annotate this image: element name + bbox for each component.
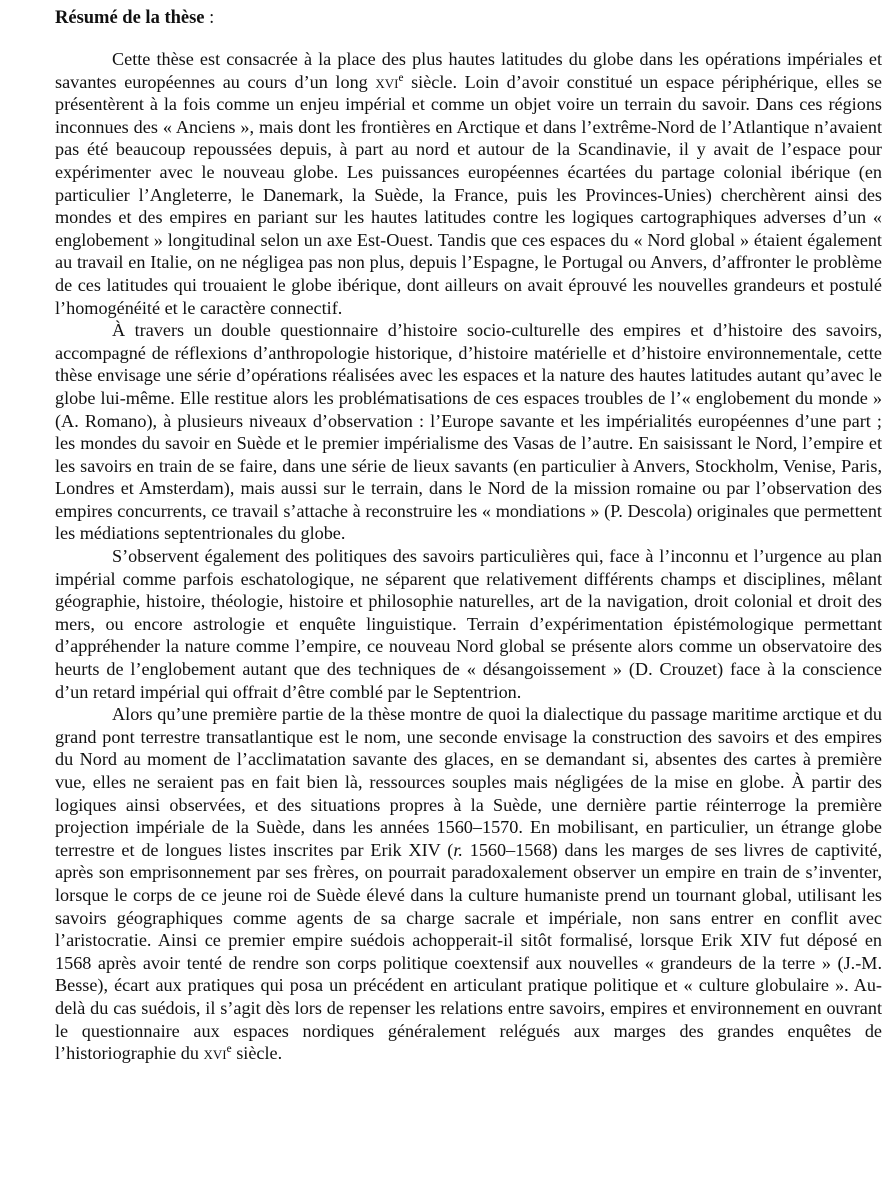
text-run: siècle. bbox=[231, 1043, 283, 1064]
title-colon: : bbox=[204, 8, 215, 28]
text-run: 1560–1568) dans les marges de ses livres de captivité, après son emprisonnement par ses frères, on pourrait paradoxalement observer un empire en train de s’inventer, lorsque le corps de ce jeune roi de Suède élevé dans la culture humaniste prend un tournant global, utilisant les savoirs géographiques comme agents de sa charge sacrale et impériale, non sans entrer en conflit avec l’aristocratie. Ainsi ce premier empire suédois achopperait-il sitôt formalisé, lorsque Erik XIV fut déposé en 1568 après avoir tenté de rendre son corps politique coextensif aux nouvelles « grandeurs de la terre » (J.-M. Besse), écart aux pratiques qui posa un précédent en articulant pratique politique et « culture globulaire ». Au-delà du cas suédois, il s’agit dès lors de repenser les relations entre savoirs, empires et environnement en ouvrant le questionnaire aux espaces nordiques généralement relégués aux marges des grandes enquêtes de l’historiographie du bbox=[55, 839, 882, 1064]
paragraph bbox=[55, 319, 882, 545]
text-run: À travers un double questionnaire d’histoire socio-culturelle des empires et d’histoire des savoirs, accompagné de réflexions d’anthropologie historique, d’histoire matérielle et d’histoire environnementale, cette thèse envisage une série d’opérations réalisées avec les espaces et la nature des hautes latitudes autant qu’avec le globe lui-même. Elle restitue alors les problématisations de ces espaces troubles de l’« englobement du monde » (A. Romano), à plusieurs niveaux d’observation : l’Europe savante et les impérialités européennes d’une part ; les mondes du savoir en Suède et le premier impérialisme des Vasas de l’autre. En saisissant le Nord, l’empire et les savoirs en train de se faire, dans une série de lieux savants (en particulier à Anvers, Stockholm, Venise, Paris, Londres et Amsterdam), mais aussi sur le terrain, dans le Nord de la mission romaine ou par l’observation des empires concurrents, ce travail s’attache à reconstruire les « mondiations » (P. Descola) originales que permettent les médiations septentrionales du globe. bbox=[55, 320, 882, 544]
document-page bbox=[55, 6, 882, 1065]
century-numeral: xvi bbox=[203, 1043, 227, 1064]
text-run: S’observent également des politiques des savoirs particulières qui, face à l’inconnu et l’urgence au plan impérial comme parfois eschatologique, ne séparent que relativement différents champs et disciplines, mêlant géographie, histoire, théologie, histoire et philosophie naturelles, art de la navigation, droit colonial et droit des mers, ou encore astrologie et enquête linguistique. Terrain d’expérimentation épistémologique permettant d’appréhender la nature comme l’empire, ce nouveau Nord global se présente alors comme un observatoire des heurts de l’englobement autant que des techniques de « désangoissement » (D. Crouzet) face à la conscience d’un retard impérial qui offrait d’être comblé par le Septentrion. bbox=[55, 546, 882, 702]
century-numeral: xvi bbox=[375, 71, 399, 92]
paragraph bbox=[55, 545, 882, 703]
text-run: Cette thèse est consacrée à la place des plus hautes latitudes du globe dans les opérations impériales et savantes européennes au cours d’un long bbox=[55, 49, 882, 92]
abstract-body bbox=[55, 48, 882, 1065]
text-run: Alors qu’une première partie de la thèse montre de quoi la dialectique du passage maritime arctique et du grand pont terrestre transatlantique est le nom, une seconde envisage la construction des savoirs et des empires du Nord au moment de l’acclimatation savante des glaces, en se demandant si, absentes des cartes à première vue, elles ne seraient pas en fait bien là, ressources souples mais négligées de la mise en globe. À partir des logiques ainsi observées, et des situations propres à la Suède, une dernière partie réinterroge la première projection impériale de la Suède, dans les années 1560–1570. En mobilisant, en particulier, un étrange globe terrestre et de longues listes inscrites par Erik XIV ( bbox=[55, 704, 882, 860]
paragraph bbox=[55, 48, 882, 319]
italic-text: r. bbox=[453, 839, 463, 860]
text-run: siècle. Loin d’avoir constitué un espace périphérique, elles se présentèrent à la fois comme un enjeu impérial et comme un objet voire un terrain du savoir. Dans ces régions inconnues des « Anciens », mais dont les frontières en Arctique et dans l’extrême-Nord de l’Atlantique n’avaient pas été beaucoup repoussées depuis, à part au nord et autour de la Scandinavie, il y avait de l’espace pour expérimenter avec le nouveau globe. Les puissances européennes écartées du partage colonial ibérique (en particulier l’Angleterre, le Danemark, la Suède, la France, puis les Provinces-Unies) cherchèrent ainsi des mondes et des empires en pariant sur les hautes latitudes contre les logiques cartographiques adverses d’un « englobement » longitudinal selon un axe Est-Ouest. Tandis que ces espaces du « Nord global » étaient également au travail en Italie, on ne négligea pas non plus, depuis l’Espagne, le Portugal ou Anvers, d’affronter le problème de ces latitudes qui trouaient le globe ibérique, dont ailleurs on avait éprouvé les nouvelles grandeurs et postulé l’homogénéité et le caractère connectif. bbox=[55, 71, 882, 318]
title-text: Résumé de la thèse bbox=[55, 8, 205, 28]
paragraph bbox=[55, 703, 882, 1065]
superscript: e bbox=[226, 1043, 232, 1056]
superscript: e bbox=[398, 71, 404, 84]
page-title bbox=[55, 6, 882, 30]
